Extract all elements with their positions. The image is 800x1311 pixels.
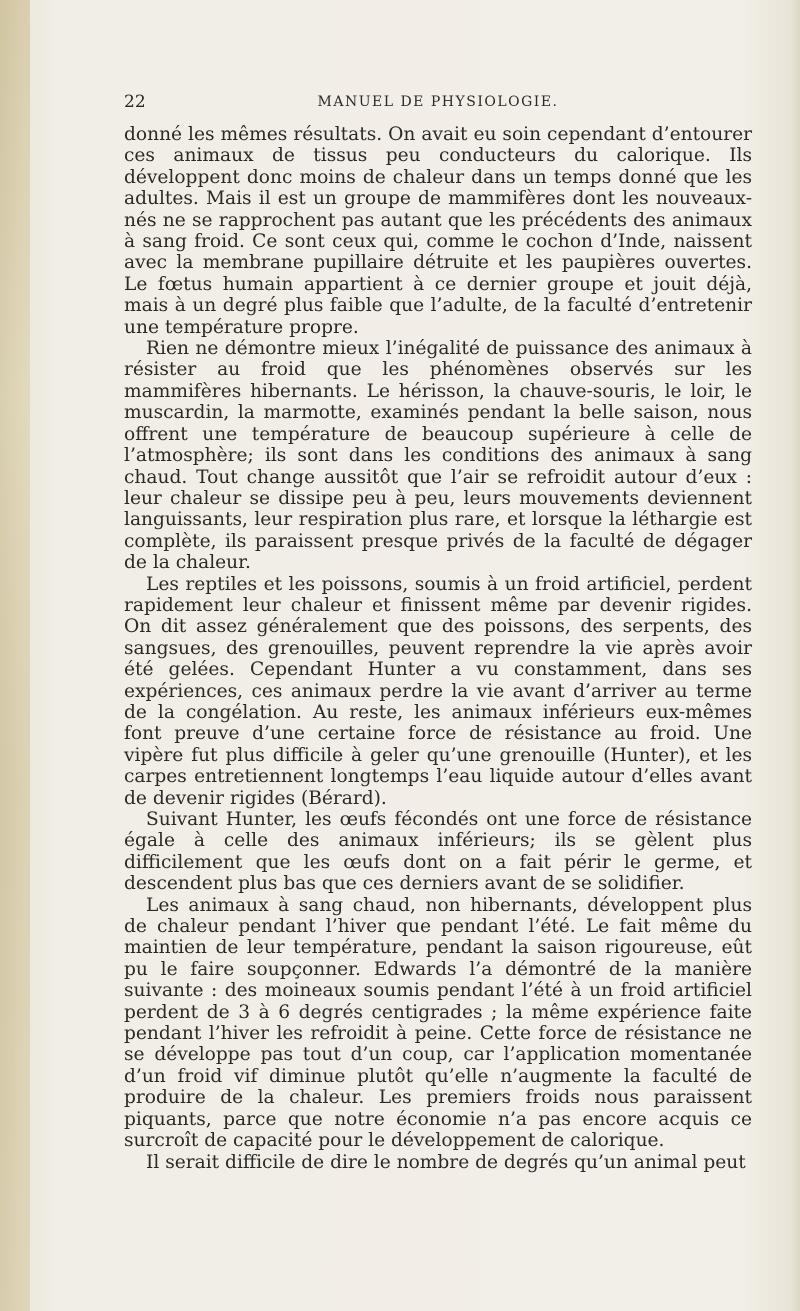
- body-text: [124, 124, 752, 1173]
- running-title: MANUEL DE PHYSIOLOGIE.: [317, 94, 559, 110]
- page-edge-stain: [0, 0, 30, 1311]
- paragraph: Les reptiles et les poissons, soumis à un froid artificiel, perdent rapidement leur chaleur et finissent même par devenir rigides. On dit assez généralement que des poissons, des serpents, des sangsues, des grenouilles, peuvent reprendre la vie après avoir été gelées. Cependant Hunter a vu constamment, dans ses expériences, ces animaux perdre la vie avant d’arriver au terme de la congélation. Au reste, les animaux inférieurs eux-mêmes font preuve d’une certaine force de résistance au froid. Une vipère fut plus difficile à geler qu’une grenouille (Hunter), et les carpes entretiennent longtemps l’eau liquide autour d’elles avant de devenir rigides (Bérard).: [124, 573, 752, 809]
- paragraph: donné les mêmes résultats. On avait eu soin cependant d’entourer ces animaux de tissus peu conducteurs du calorique. Ils développent donc moins de chaleur dans un temps donné que les adultes. Mais il est un groupe de mammifères dont les nouveaux-nés ne se rapprochent pas autant que les précédents des animaux à sang froid. Ce sont ceux qui, comme le cochon d’Inde, naissent avec la membrane pupillaire détruite et les paupières ouvertes. Le fœtus humain appartient à ce dernier groupe et jouit déjà, mais à un degré plus faible que l’adulte, de la faculté d’entretenir une température propre.: [124, 124, 752, 338]
- paragraph: Suivant Hunter, les œufs fécondés ont une force de résistance égale à celle des animaux inférieurs; ils se gèlent plus difficilement que les œufs dont on a fait périr le germe, et descendent plus bas que ces derniers avant de se solidifier.: [124, 809, 752, 895]
- page-number: 22: [124, 92, 146, 112]
- paragraph: Les animaux à sang chaud, non hibernants, développent plus de chaleur pendant l’hiver que pendant l’été. Le fait même du maintien de leur température, pendant la saison rigoureuse, eût pu le faire soupçonner. Edwards l’a démontré de la manière suivante : des moineaux soumis pendant l’été à un froid artificiel perdent de 3 à 6 degrés centigrades ; la même expérience faite pendant l’hiver les refroidit à peine. Cette force de résistance ne se développe pas tout d’un coup, car l’application momentanée d’un froid vif diminue plutôt qu’elle n’augmente la faculté de produire de la chaleur. Les premiers froids nous paraissent piquants, parce que notre économie n’a pas encore acquis ce surcroît de capacité pour le développement de calorique.: [124, 894, 752, 1152]
- paragraph: Il serait difficile de dire le nombre de degrés qu’un animal peut: [146, 1151, 746, 1173]
- page-header: [124, 92, 752, 114]
- paragraph: Rien ne démontre mieux l’inégalité de puissance des animaux à résister au froid que les phénomènes observés sur les mammifères hibernants. Le hérisson, la chauve-souris, le loir, le muscardin, la marmotte, examinés pendant la belle saison, nous offrent une température de beaucoup supérieure à celle de l’atmosphère; ils sont dans les conditions des animaux à sang chaud. Tout change aussitôt que l’air se refroidit autour d’eux : leur chaleur se dissipe peu à peu, leurs mouvements deviennent languissants, leur respiration plus rare, et lorsque la léthargie est complète, ils paraissent presque privés de la faculté de dégager de la chaleur.: [124, 338, 752, 574]
